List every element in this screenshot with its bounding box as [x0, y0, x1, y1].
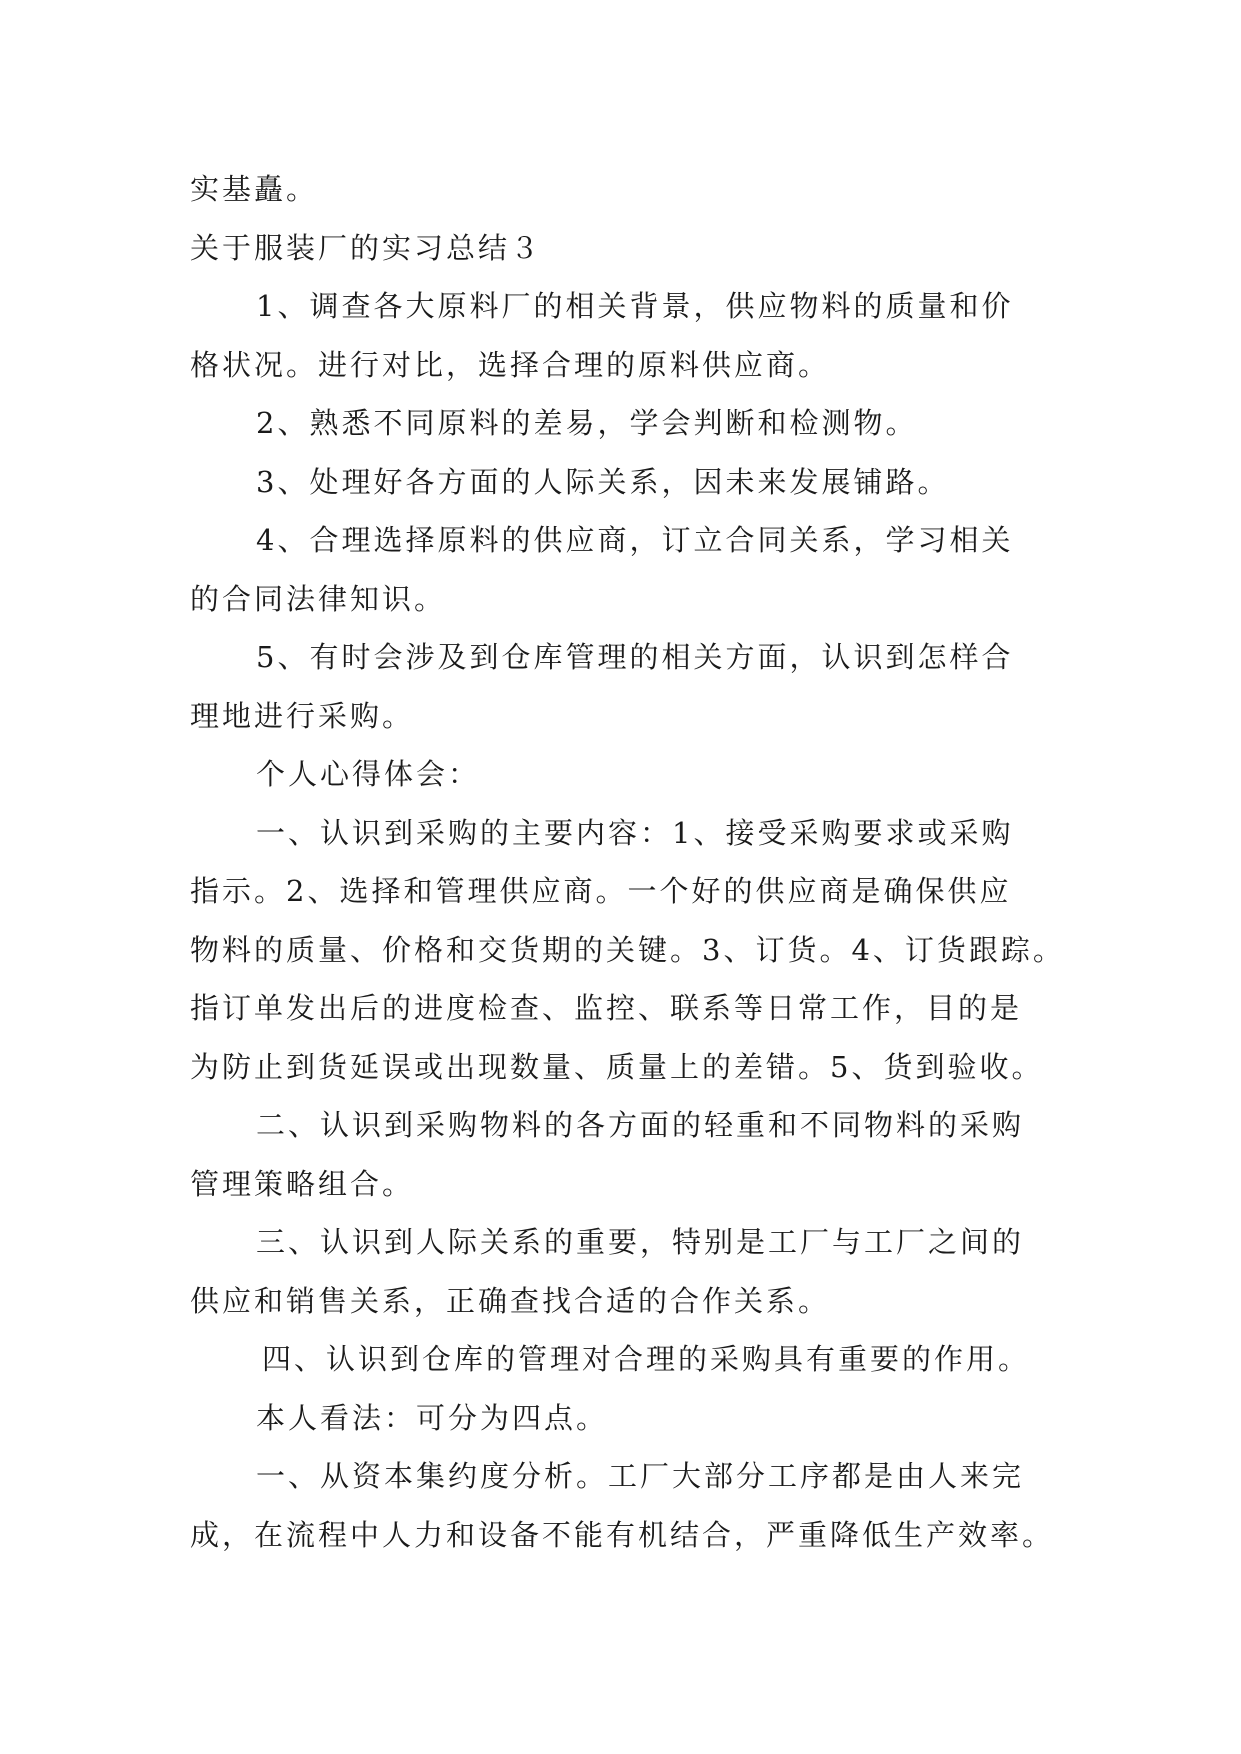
text-line: 管理策略组合。 [190, 1166, 415, 1201]
text-line: 格状况。进行对比，选择合理的原料供应商。 [190, 347, 831, 382]
text-line: 指示。2、选择和管理供应商。一个好的供应商是确保供应 [190, 874, 1012, 908]
text-line: 为防止到货延误或出现数量、质量上的差错。5、货到验收。 [190, 1049, 1044, 1084]
section-heading: 关于服装厂的实习总结３ [190, 230, 543, 265]
text-line: 三、认识到人际关系的重要，特别是工厂与工厂之间的 [256, 1225, 1025, 1259]
text-line: 理地进行采购。 [190, 698, 415, 733]
text-line: 一、从资本集约度分析。工厂大部分工序都是由人来完 [256, 1459, 1025, 1493]
text-line: 的合同法律知识。 [190, 581, 447, 616]
text-line: 实基矗。 [190, 172, 319, 206]
text-line: 四、认识到仓库的管理对合理的采购具有重要的作用。 [262, 1342, 1031, 1376]
text-line: 供应和销售关系，正确查找合适的合作关系。 [190, 1283, 831, 1318]
text-line: 指订单发出后的进度检查、监控、联系等日常工作，目的是 [190, 991, 1023, 1025]
text-line: 一、认识到采购的主要内容：1、接受采购要求或采购 [256, 815, 1014, 850]
text-line: 个人心得体会： [256, 757, 481, 791]
text-line: 二、认识到采购物料的各方面的轻重和不同物料的采购 [256, 1108, 1025, 1142]
document-body [190, 160, 1070, 1564]
text-line: 成，在流程中人力和设备不能有机结合，严重降低生产效率。 [190, 1517, 1055, 1552]
text-line: 本人看法：可分为四点。 [256, 1400, 609, 1435]
text-line: 3、处理好各方面的人际关系，因未来发展铺路。 [256, 464, 950, 499]
text-line: 2、熟悉不同原料的差易，学会判断和检测物。 [256, 406, 918, 440]
text-line: 4、合理选择原料的供应商，订立合同关系，学习相关 [256, 523, 1014, 557]
text-line: 物料的质量、价格和交货期的关键。3、订货。4、订货跟踪。 [190, 932, 1065, 967]
text-line: 5、有时会涉及到仓库管理的相关方面，认识到怎样合 [256, 640, 1014, 674]
text-line: 1、调查各大原料厂的相关背景，供应物料的质量和价 [256, 289, 1014, 323]
